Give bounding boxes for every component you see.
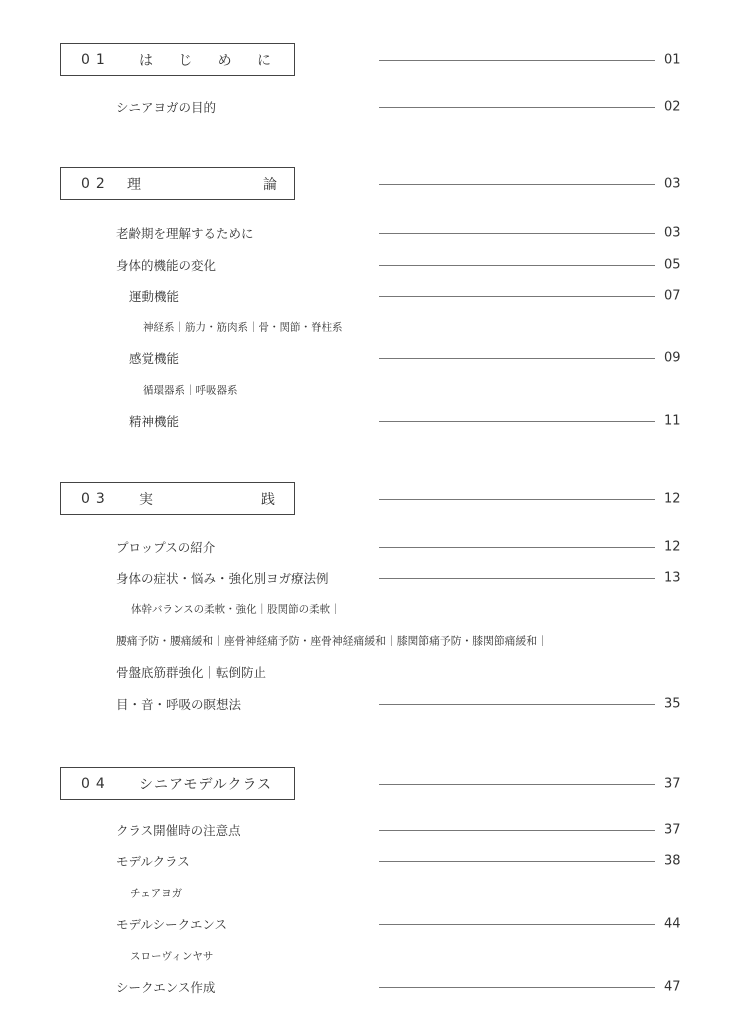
section-title-char: 践: [261, 491, 275, 508]
page-number[interactable]: 38: [664, 853, 681, 869]
section-title-char: 実: [139, 491, 153, 508]
toc-subentry: 体幹バランスの柔軟・強化｜股関節の柔軟｜: [131, 603, 341, 616]
toc-entry[interactable]: 感覚機能: [129, 351, 180, 366]
leader-line: [379, 60, 655, 61]
section-title: [139, 50, 271, 70]
section-title-char: 論: [263, 176, 277, 193]
page-number[interactable]: 35: [664, 696, 681, 712]
section-number: 01: [81, 51, 111, 68]
leader-line: [379, 265, 655, 266]
section-heading-03[interactable]: [60, 482, 295, 515]
section-heading-04[interactable]: [60, 767, 295, 800]
page-number[interactable]: 12: [664, 539, 681, 555]
toc-entry[interactable]: 身体の症状・悩み・強化別ヨガ療法例: [116, 571, 329, 586]
section-heading-01[interactable]: [60, 43, 295, 76]
section-title-char: 理: [127, 176, 141, 193]
leader-line: [379, 578, 655, 579]
leader-line: [379, 296, 655, 297]
section-title-char: じ: [178, 52, 193, 69]
section-title: [127, 174, 277, 194]
leader-line: [379, 704, 655, 705]
page-number[interactable]: 09: [664, 350, 681, 366]
leader-line: [379, 924, 655, 925]
leader-line: [379, 499, 655, 500]
page-number[interactable]: 13: [664, 570, 681, 586]
section-number: 03: [81, 490, 111, 507]
toc-subentry: 腰痛予防・腰痛緩和｜座骨神経痛予防・座骨神経痛緩和｜膝関節痛予防・膝関節痛緩和｜: [116, 634, 548, 648]
section-title-char: は: [139, 52, 153, 69]
toc-entry[interactable]: 運動機能: [129, 289, 180, 304]
toc-entry[interactable]: シニアヨガの目的: [116, 100, 217, 115]
page-number[interactable]: 02: [664, 99, 681, 115]
section-number: 04: [81, 775, 111, 792]
toc-entry[interactable]: モデルクラス: [116, 854, 190, 869]
page-number[interactable]: 12: [664, 491, 681, 507]
page-number[interactable]: 37: [664, 822, 681, 838]
toc-entry[interactable]: モデルシークエンス: [116, 917, 227, 932]
section-title-char: に: [256, 52, 271, 69]
leader-line: [379, 830, 655, 831]
page-number[interactable]: 44: [664, 916, 681, 932]
leader-line: [379, 784, 655, 785]
leader-line: [379, 861, 655, 862]
toc-entry[interactable]: クラス開催時の注意点: [116, 823, 241, 838]
section-title: [139, 489, 275, 509]
leader-line: [379, 547, 655, 548]
section-number: 02: [81, 175, 111, 192]
toc-subentry: チェアヨガ: [130, 887, 183, 900]
toc-subentry: スローヴィンヤサ: [130, 950, 214, 963]
leader-line: [379, 358, 655, 359]
leader-line: [379, 107, 655, 108]
section-title-char: め: [217, 52, 232, 69]
toc-entry[interactable]: 精神機能: [129, 414, 180, 429]
toc-subentry: 神経系｜筋力・筋肉系｜骨・関節・脊柱系: [143, 321, 343, 334]
toc-subentry: 骨盤底筋群強化｜転倒防止: [116, 665, 267, 680]
toc-entry[interactable]: 目・音・呼吸の瞑想法: [116, 697, 242, 712]
page-number[interactable]: 03: [664, 176, 681, 192]
toc-entry[interactable]: 身体的機能の変化: [116, 258, 217, 273]
section-title: シニアモデルクラス: [139, 776, 273, 793]
page-number[interactable]: 07: [664, 288, 681, 304]
page-number[interactable]: 01: [664, 52, 681, 68]
leader-line: [379, 987, 655, 988]
leader-line: [379, 233, 655, 234]
toc-entry[interactable]: シークエンス作成: [116, 980, 216, 995]
leader-line: [379, 184, 655, 185]
leader-line: [379, 421, 655, 422]
page-number[interactable]: 47: [664, 979, 681, 995]
page-number[interactable]: 37: [664, 776, 681, 792]
page-number[interactable]: 11: [664, 413, 681, 429]
toc-entry[interactable]: プロップスの紹介: [116, 540, 216, 555]
toc-entry[interactable]: 老齢期を理解するために: [116, 226, 254, 241]
page-number[interactable]: 05: [664, 257, 681, 273]
page-number[interactable]: 03: [664, 225, 681, 241]
section-heading-02[interactable]: [60, 167, 295, 200]
toc-subentry: 循環器系｜呼吸器系: [143, 384, 238, 397]
